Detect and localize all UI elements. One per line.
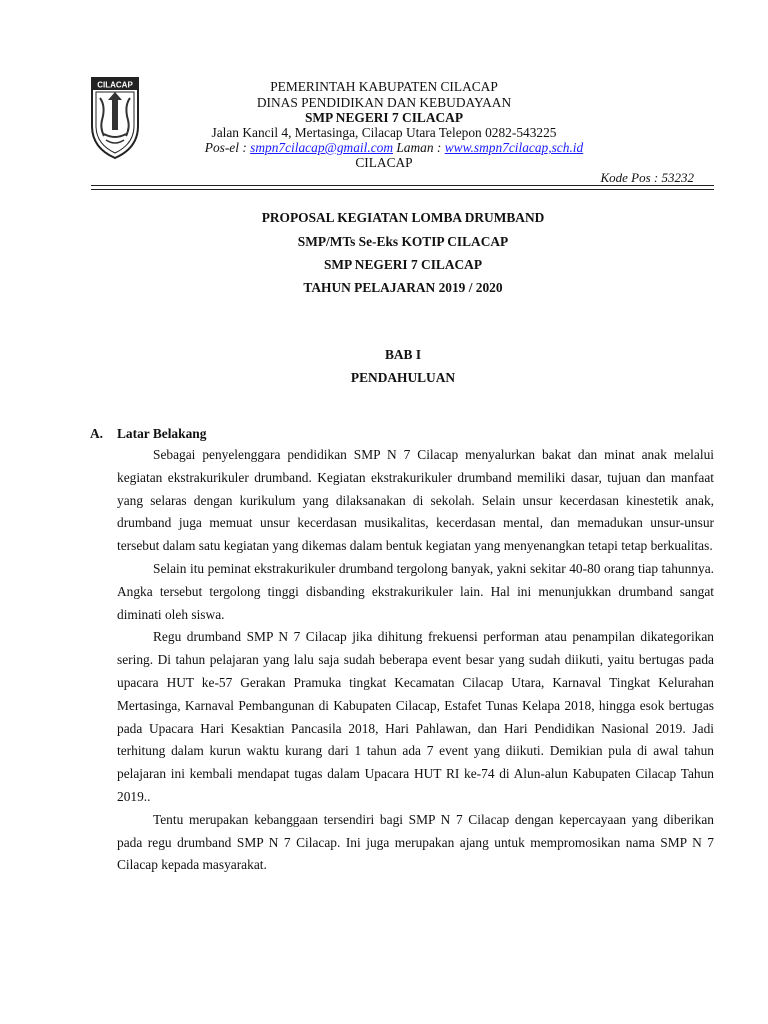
paragraph: Tentu merupakan kebanggaan tersendiri bagi SMP N 7 Cilacap dengan kepercayaan yang diberikan pada regu drumband SMP N 7 Cilacap. Ini juga merupakan ajang untuk mempromosikan nama SMP N 7 Cilacap kepada masyarakat. [117,811,714,873]
letterhead-government: PEMERINTAH KABUPATEN CILACAP [270,79,498,94]
proposal-title: PROPOSAL KEGIATAN LOMBA DRUMBAND [261,210,545,225]
paragraph: Selain itu peminat ekstrakurikuler drumband tergolong banyak, yakni sekitar 40-80 orang tiap tahunnya. Angka tersebut tergolong tinggi disbanding ekstrakurikuler lain. Hal ini menunjukkan drumband sangat diminati oleh siswa. [117,560,714,622]
proposal-year: TAHUN PELAJARAN 2019 / 2020 [303,280,503,295]
website-link[interactable]: www.smpn7cilacap,sch.id [444,140,584,155]
postal-code: Kode Pos : 53232 [600,170,694,185]
chapter-title: PENDAHULUAN [350,370,456,385]
web-label: Laman : [393,140,445,155]
paragraph: Sebagai penyelenggara pendidikan SMP N 7 Cilacap menyalurkan bakat dan minat anak melalui kegiatan ekstrakurikuler drumband. Kegiatan ekstrakurikuler drumband memiliki dasar, tujuan dan manfaat yang selaras dengan kurikulum yang dilaksanakan di sekolah. Selain unsur kecerdasan kinestetik anak, drumband juga memuat unsur kecerdasan musikalitas, kecerdasan mental, dan memadukan unsur-unsur tersebut dalam satu kegiatan yang dikemas dalam bentuk kegiatan yang menyenangkan tetapi tetap berkualitas. [117,447,714,554]
letterhead-address: Jalan Kancil 4, Mertasinga, Cilacap Utara Telepon 0282-543225 [211,125,557,140]
letterhead-school-name: SMP NEGERI 7 CILACAP [304,110,464,125]
letterhead-city: CILACAP [355,155,413,170]
section-number: A. [90,426,104,441]
letterhead-department: DINAS PENDIDIKAN DAN KEBUDAYAAN [256,95,512,110]
proposal-school: SMP NEGERI 7 CILACAP [323,257,483,272]
section-title: Latar Belakang [117,426,207,441]
chapter-number: BAB I [384,347,422,362]
email-label: Pos-el : [204,140,251,155]
letterhead-rule-thick [91,185,714,186]
section-heading [90,426,206,442]
email-link[interactable]: smpn7cilacap@gmail.com [250,140,393,155]
paragraph: Regu drumband SMP N 7 Cilacap jika dihitung frekuensi performan atau penampilan dikategorikan sering. Di tahun pelajaran yang lalu saja sudah beberapa event besar yang sudah diikuti, yaitu bertugas pada upacara HUT ke-57 Gerakan Pramuka tingkat Kecamatan Cilacap Utara, Karnaval Tingkat Kelurahan Mertasinga, Karnaval Pembangunan di Kabupaten Cilacap, Estafet Tunas Kelapa 2018, hingga esok bertugas pada Upacara Hari Kesaktian Pancasila 2018, Hari Pahlawan, dan Hari Pendidikan Nasional 2019. Jadi terhitung dalam kurun waktu kurang dari 1 tahun ada 7 event yang diikuti. Demikian pula di awal tahun pelajaran ini kembali mendapat tugas dalam Upacara HUT RI ke-74 di Alun-alun Kabupaten Cilacap Tahun 2019.. [117,629,714,804]
letterhead-contacts [10,140,768,156]
svg-text:CILACAP: CILACAP [97,80,133,90]
proposal-subtitle: SMP/MTs Se-Eks KOTIP CILACAP [297,234,509,249]
section-body [117,444,714,877]
letterhead-rule-thin [91,189,714,190]
